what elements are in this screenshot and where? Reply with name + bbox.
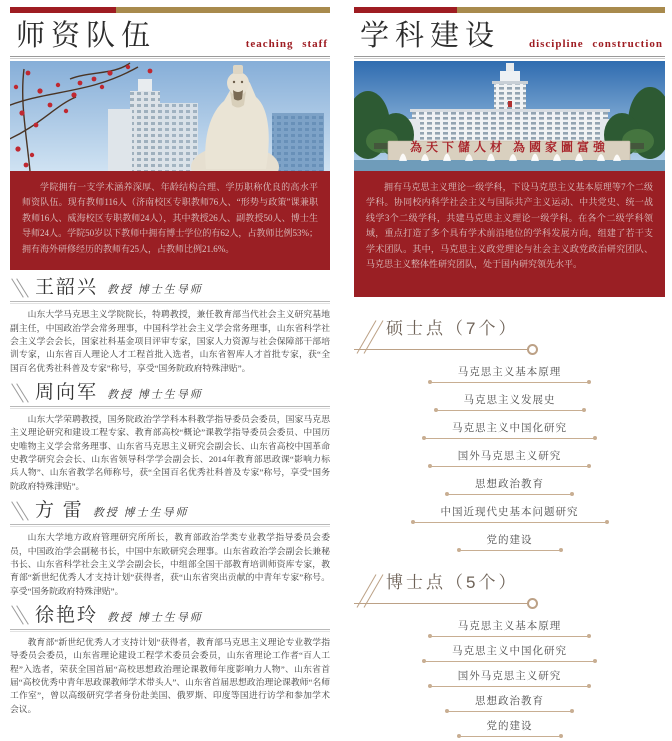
red-bar: [10, 7, 116, 13]
item-underline: [447, 711, 572, 712]
page-title: 学科建设: [360, 20, 501, 52]
faculty-rank: 教授 博士生导师: [107, 389, 203, 402]
section-title: 博士点（5个）: [386, 572, 519, 592]
double-slash-icon: [362, 572, 380, 610]
faculty-divider: [10, 406, 330, 409]
faculty-entry: [10, 500, 330, 598]
item-underline: [430, 466, 590, 467]
faculty-bio: 教育部“新世纪优秀人才支持计划”获得者，教育部马克思主义理论专业教学指导委员会委员，山东省理论建设工程学术委员会委员，山东省理论工作者“百人工程”入选者，荣获全国首届“高校思想政治理论课教师年度影响力人物”、山东省首届“高校优秀中青年思政课教师学术带头人”、山东省首届思想政治理论课教师“名师工作室”，曾以高级研究学者身份赴美国、俄罗斯、印度等国进行访学和参加学术会议。: [10, 636, 330, 714]
section-rule-with-ring: [354, 603, 532, 604]
degree-item: [354, 446, 665, 467]
degree-label: 思想政治教育: [475, 694, 544, 707]
faculty-entry: [10, 605, 330, 716]
degree-item: [354, 474, 665, 495]
header-divider: [10, 56, 330, 59]
gold-bar: [116, 7, 330, 13]
masters-section-heading: [354, 312, 665, 350]
doctoral-section-heading: [354, 566, 665, 604]
degree-label: 马克思主义基本原理: [457, 619, 562, 632]
degree-label: 马克思主义中国化研究: [452, 644, 567, 657]
item-underline: [413, 522, 607, 523]
faculty-entry: [10, 277, 330, 375]
section-rule-with-ring: [354, 349, 532, 350]
degree-label: 马克思主义基本原理: [457, 365, 562, 378]
faculty-name: 周向军: [35, 382, 99, 404]
double-backslash-icon: [14, 503, 26, 519]
faculty-bio: 山东大学荣聘教授，国务院政治学学科本科教学指导委员会委员，国家马克思主义理论研究和建设工程专家、教育部高校“概论”课教学指导委员会委员、中国历史唯物主义学会常务理事、山东省马克思主义研究会副会长、山东省高校中国革命史教学研究会会长、山东省领导科学学会副会长、2014年教育部思政课“影响力标兵人物”、山东省教学名师称号，获“全国百名优秀社科普及专家”称号，享受“国务院政府特殊津贴”。: [10, 414, 330, 491]
degree-item: [354, 616, 665, 637]
faculty-bio: 山东大学马克思主义学院院长，特聘教授，兼任教育部当代社会主义研究基地副主任，中国政治学会常务理事，中国科学社会主义学会常务理事，山东省科学社会主义学会会长，国家社科基金项目评审专家，国家人力资源与社会保障部干部培训专家，山东省百人理论人才工程首批入选者，山东省智库人才首批专家，获“全国百名优秀社科普及专家”称号，享受“国务院政府特殊津贴”。: [10, 309, 330, 373]
campus-building-photo: [354, 61, 665, 171]
degree-item: [354, 502, 665, 523]
page-title: 师资队伍: [16, 20, 157, 52]
degree-label: 思想政治教育: [475, 477, 544, 490]
faculty-name: 王韶兴: [35, 277, 99, 299]
discipline-intro-text: 拥有马克思主义理论一级学科，下设马克思主义基本原理等7个二级学科。协同校内科学社会主义与国际共产主义运动、中共党史、统一战线学3个二级学科，共建马克思主义理论一级学科。在各个二级学科领域，重点打造了多个具有学术前沿地位的学科发展方向，组建了若干支学术团队。其中，马克思主义政党理论与社会主义政党政治研究团队、马克思主义整体性研究团队，处于国内研究领先水平。: [366, 181, 653, 270]
degree-item: [354, 418, 665, 439]
statue-campus-photo: [10, 61, 330, 171]
gold-bar: [457, 7, 665, 13]
red-bar: [354, 7, 457, 13]
item-underline: [430, 686, 590, 687]
faculty-name: 方 雷: [35, 500, 84, 522]
degree-label: 中国近现代史基本问题研究: [440, 505, 579, 518]
item-underline: [447, 494, 572, 495]
faculty-rank: 教授 博士生导师: [107, 611, 203, 624]
right-header: [354, 13, 665, 56]
item-underline: [424, 438, 595, 439]
faculty-head: [10, 500, 330, 522]
double-backslash-icon: [14, 280, 26, 296]
degree-item: [354, 362, 665, 383]
degree-item: [354, 666, 665, 687]
page-subtitle-en: discipline construction: [528, 37, 663, 50]
degree-item: [354, 390, 665, 411]
discipline-construction-page: [354, 7, 665, 741]
wall-inscription: 為天下儲人材 為國家圖富強: [409, 139, 609, 154]
faculty-name: 徐艳玲: [35, 604, 99, 626]
faculty-head: [10, 277, 330, 299]
section-title: 硕士点（7个）: [386, 318, 519, 338]
item-underline: [459, 550, 561, 551]
item-underline: [424, 661, 595, 662]
left-top-bar: [10, 7, 330, 13]
degree-item: [354, 530, 665, 551]
statue-photo-art: [10, 61, 330, 171]
faculty-intro-text: 学院拥有一支学术涵养深厚、年龄结构合理、学历职称优良的高水平师资队伍。现有教师116人（济南校区专职教师76人、“形势与政策”课兼职教师16人、威海校区专职教师24人），其中教授26人、副教授50人、博士生导师24人。学院50岁以下教师中拥有博士学位的有62人，占教师比例53%；拥有海外研修经历的教师有25人，占教师比例21.6%。: [22, 181, 318, 254]
item-underline: [430, 382, 590, 383]
teaching-staff-page: [10, 7, 330, 716]
left-header: [10, 13, 330, 56]
discipline-intro-banner: [354, 171, 665, 297]
faculty-rank: 教授 博士生导师: [92, 507, 189, 520]
degree-label: 马克思主义中国化研究: [452, 421, 567, 434]
item-underline: [430, 636, 590, 637]
degree-label: 党的建设: [486, 533, 533, 546]
degree-label: 马克思主义发展史: [463, 393, 556, 406]
masters-list: [354, 362, 665, 551]
faculty-head: [10, 605, 330, 627]
degree-label: 国外马克思主义研究: [457, 449, 562, 462]
degree-label: 党的建设: [486, 719, 533, 732]
faculty-rank: 教授 博士生导师: [107, 284, 203, 297]
faculty-intro-banner: [10, 171, 330, 270]
doctoral-list: [354, 616, 665, 737]
double-backslash-icon: [14, 607, 26, 623]
faculty-divider: [10, 301, 330, 304]
right-top-bar: [354, 7, 665, 13]
degree-item: [354, 691, 665, 712]
page-subtitle-en: teaching staff: [245, 37, 328, 50]
degree-item: [354, 716, 665, 737]
double-slash-icon: [362, 318, 380, 356]
faculty-divider: [10, 524, 330, 527]
degree-item: [354, 641, 665, 662]
item-underline: [436, 410, 584, 411]
header-divider: [354, 56, 665, 59]
faculty-bio: 山东大学地方政府管理研究所所长，教育部政治学类专业教学指导委员会委员，中国政治学会副秘书长，中国中东欧研究会理事。山东省政治学会副会长兼秘书长、山东省科学社会主义学会副会长，中组部全国干部教育培训师资库专家，教育部“新世纪优秀人才支持计划”获得者，获“山东省突出贡献的中青年专家”称号。享受“国务院政府特殊津贴”。: [10, 532, 330, 596]
degree-label: 国外马克思主义研究: [457, 669, 562, 682]
faculty-head: [10, 382, 330, 404]
faculty-divider: [10, 629, 330, 632]
faculty-entry: [10, 382, 330, 493]
item-underline: [459, 736, 561, 737]
double-backslash-icon: [14, 385, 26, 401]
